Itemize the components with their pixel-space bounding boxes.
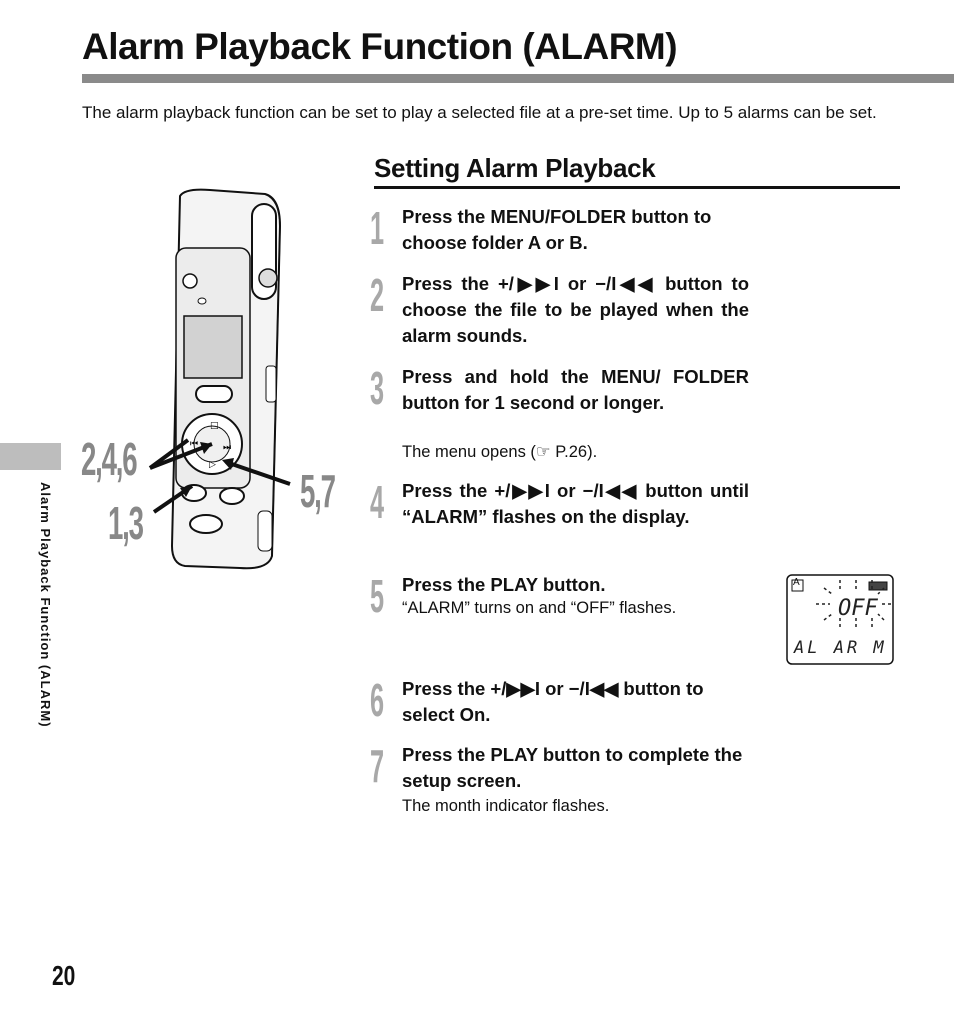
svg-text:□: □ — [210, 421, 219, 431]
step-number: 4 — [370, 476, 385, 528]
step-5 — [370, 572, 750, 632]
svg-text:▷: ▷ — [209, 460, 216, 470]
page-title: Alarm Playback Function (ALARM) — [82, 26, 678, 67]
step-text: Press the PLAY button. — [402, 574, 606, 595]
lcd-value: OFF — [838, 596, 878, 621]
step-text: Press the +/▶▶I or −/I◀◀ button to choose the file to be played when the alarm sounds. — [402, 273, 749, 346]
lcd-label: AL AR M — [794, 638, 887, 658]
step-4 — [370, 478, 750, 560]
step-number: 1 — [370, 202, 385, 254]
step-number: 6 — [370, 674, 385, 726]
section-title: Setting Alarm Playback — [374, 153, 656, 183]
step-number: 3 — [370, 362, 385, 414]
step-text: Press the +/▶▶I or −/I◀◀ button to select On. — [402, 678, 704, 725]
side-label — [38, 482, 58, 772]
step-7 — [370, 742, 750, 822]
callout-5-7: 5,7 — [300, 465, 335, 517]
lcd-folder: A — [793, 577, 800, 588]
step-number: 5 — [370, 570, 385, 622]
callout-group — [78, 430, 368, 570]
step-1 — [370, 204, 750, 260]
step-text: Press the +/▶▶I or −/I◀◀ button until “ALARM” flashes on the display. — [402, 480, 749, 527]
page-number: 20 — [52, 960, 76, 991]
side-tab — [0, 443, 61, 470]
step-text: Press the PLAY button to complete the setup screen. — [402, 744, 743, 791]
step-text: Press and hold the MENU/ FOLDER button for 1 second or longer. — [402, 366, 749, 413]
step-note: The menu opens (☞ P.26). — [402, 443, 598, 461]
callout-2-4-6: 2,4,6 — [81, 433, 137, 485]
svg-text:⏮: ⏮ — [190, 439, 199, 449]
lcd-display — [786, 574, 894, 665]
step-text: Press the MENU/FOLDER button to choose folder A or B. — [402, 206, 712, 253]
step-number: 2 — [370, 269, 385, 321]
step-2 — [370, 271, 750, 355]
title-rule — [82, 74, 954, 83]
step-3 — [370, 364, 750, 466]
step-number: 7 — [370, 740, 385, 792]
step-note: “ALARM” turns on and “OFF” flashes. — [402, 599, 677, 617]
step-6 — [370, 676, 750, 732]
section-rule — [374, 186, 900, 189]
side-label-text: Alarm Playback Function (ALARM) — [38, 482, 53, 728]
svg-text:⏭: ⏭ — [223, 443, 232, 453]
step-note: The month indicator flashes. — [402, 797, 610, 815]
callout-1-3: 1,3 — [108, 497, 143, 549]
intro-paragraph: The alarm playback function can be set to play a selected file at a pre-set time. Up to 5 alarms can be set. — [82, 103, 877, 122]
